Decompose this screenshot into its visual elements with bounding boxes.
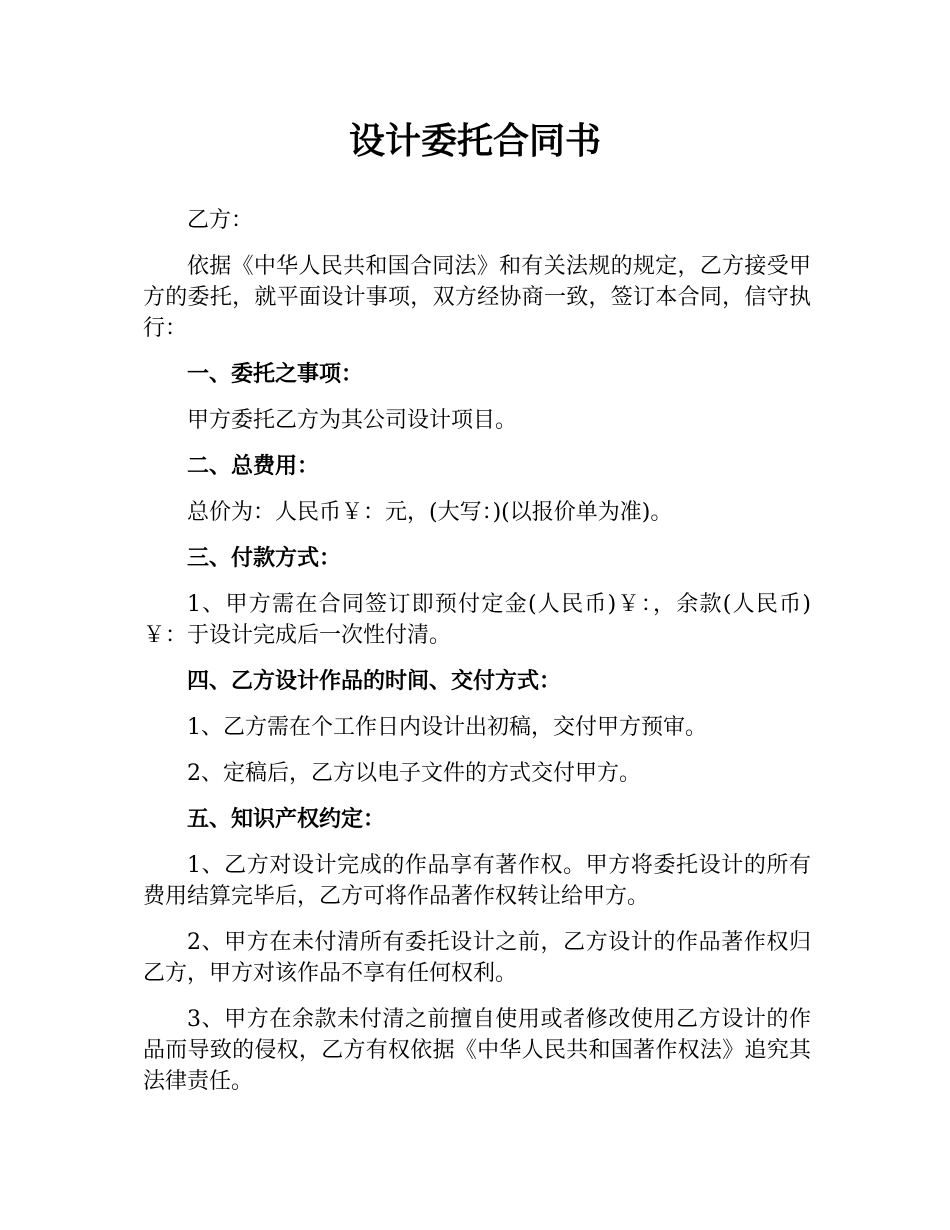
section-paragraph: 总价为：人民币￥：元，(大写：)(以报价单为准)。	[187, 500, 673, 525]
section-heading-total-fee: 二、总费用：	[187, 454, 320, 479]
preamble-paragraph: 依据《中华人民共和国合同法》和有关法规的规定，乙方接受甲方的委托，就平面设计事项，双方经协商一致，签订本合同，信守执行：	[143, 254, 811, 341]
section-paragraph: 2、甲方在未付清所有委托设计之前，乙方设计的作品著作权归乙方，甲方对该作品不享有任何权利。	[143, 930, 811, 986]
section-heading-intellectual-property: 五、知识产权约定：	[187, 807, 386, 832]
section-paragraph: 1、乙方需在个工作日内设计出初稿，交付甲方预审。	[187, 715, 707, 740]
section-heading-payment-method: 三、付款方式：	[187, 546, 342, 571]
section-paragraph: 甲方委托乙方为其公司设计项目。	[187, 408, 518, 433]
section-paragraph: 3、甲方在余款未付清之前擅自使用或者修改使用乙方设计的作品而导致的侵权，乙方有权依据《中华人民共和国著作权法》追究其法律责任。	[143, 1007, 811, 1094]
document-body	[143, 205, 811, 1112]
section-paragraph: 2、定稿后，乙方以电子文件的方式交付甲方。	[187, 761, 641, 786]
section-heading-entrusted-matters: 一、委托之事项：	[187, 362, 364, 387]
section-paragraph: 1、甲方需在合同签订即预付定金(人民币)￥：，余款(人民币)￥：于设计完成后一次性付清。	[143, 592, 811, 648]
section-paragraph: 1、乙方对设计完成的作品享有著作权。甲方将委托设计的所有费用结算完毕后，乙方可将作品著作权转让给甲方。	[143, 853, 811, 909]
document-title: 设计委托合同书	[348, 121, 601, 162]
section-heading-delivery: 四、乙方设计作品的时间、交付方式：	[187, 669, 562, 694]
party-b-label: 乙方：	[187, 208, 254, 233]
